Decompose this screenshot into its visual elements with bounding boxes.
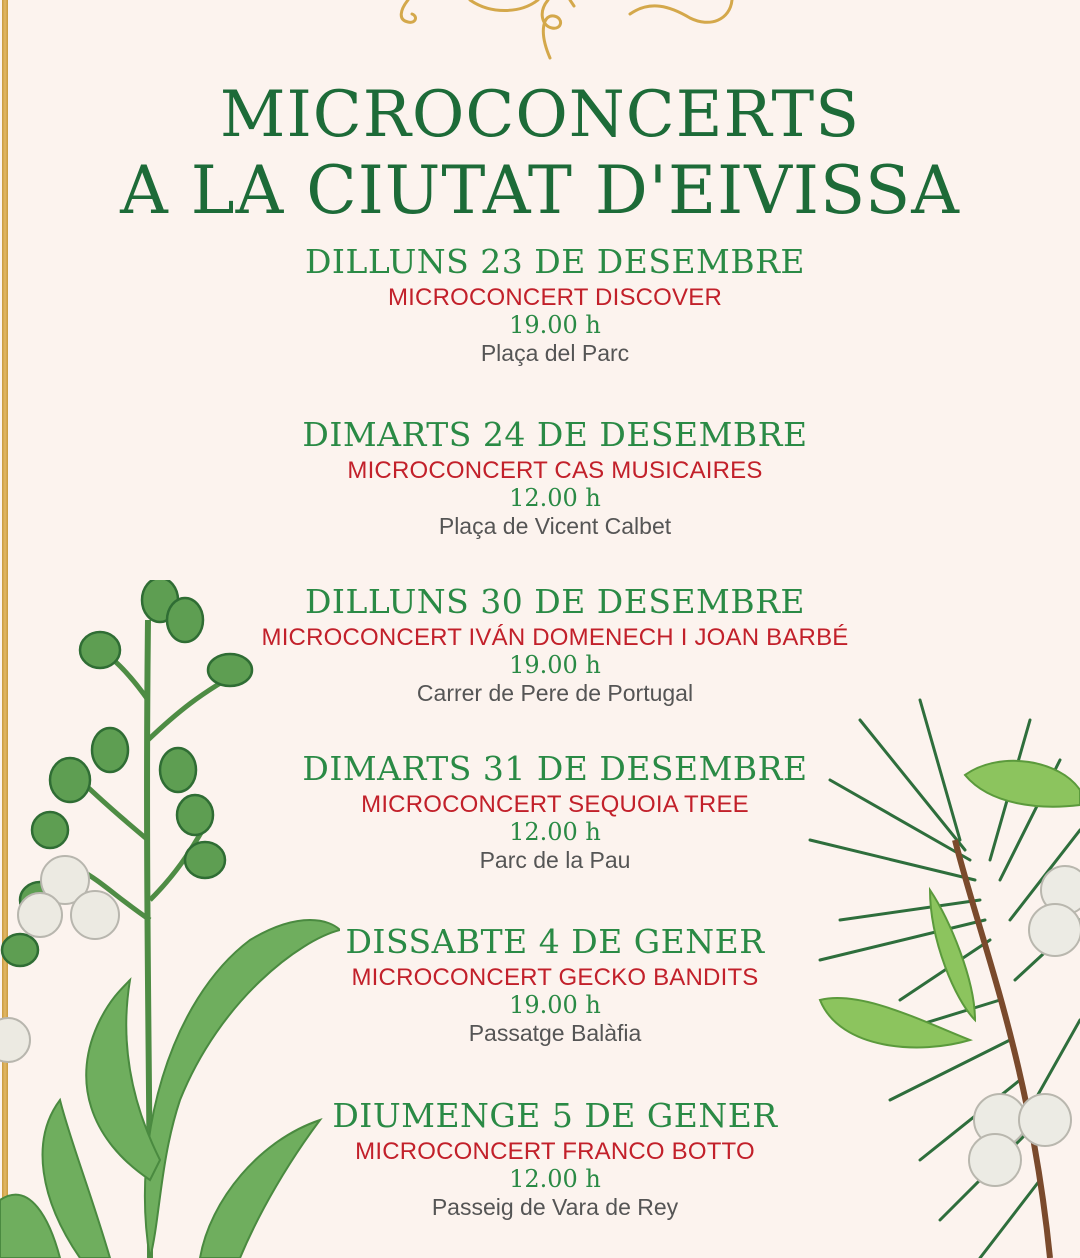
event-item <box>0 580 1080 708</box>
event-time: 12.00 h <box>509 818 601 846</box>
event-place: Passatge Balàfia <box>468 1020 642 1046</box>
event-name: MICROCONCERT FRANCO BOTTO <box>355 1138 755 1165</box>
event-time: 19.00 h <box>509 991 601 1019</box>
gold-flourish-icon <box>370 0 740 62</box>
event-item <box>0 920 1080 1048</box>
event-time: 12.00 h <box>509 1165 601 1193</box>
event-time: 19.00 h <box>509 651 601 679</box>
event-name: MICROCONCERT DISCOVER <box>387 284 722 311</box>
event-name: MICROCONCERT CAS MUSICAIRES <box>347 457 763 484</box>
event-place: Passeig de Vara de Rey <box>431 1194 679 1220</box>
poster-title-line1: MICROCONCERTS <box>219 78 861 152</box>
event-item <box>0 413 1080 541</box>
poster-title-line2: A LA CIUTAT D'EIVISSA <box>120 152 960 229</box>
event-name: MICROCONCERT SEQUOIA TREE <box>361 791 749 818</box>
event-time: 19.00 h <box>509 311 601 339</box>
event-item <box>0 1094 1080 1222</box>
event-date: DILLUNS 23 DE DESEMBRE <box>304 242 806 281</box>
event-date: DIMARTS 24 DE DESEMBRE <box>302 415 808 454</box>
event-date: DILLUNS 30 DE DESEMBRE <box>304 582 806 621</box>
event-place: Parc de la Pau <box>479 847 631 873</box>
event-date: DISSABTE 4 DE GENER <box>345 922 765 961</box>
event-item <box>0 240 1080 368</box>
event-place: Carrer de Pere de Portugal <box>416 680 694 706</box>
event-name: MICROCONCERT GECKO BANDITS <box>351 964 759 991</box>
event-date: DIUMENGE 5 DE GENER <box>332 1096 778 1135</box>
event-name: MICROCONCERT IVÁN DOMENECH I JOAN BARBÉ <box>261 624 849 651</box>
event-date: DIMARTS 31 DE DESEMBRE <box>302 749 808 788</box>
event-place: Plaça del Parc <box>480 340 630 366</box>
event-item <box>0 747 1080 875</box>
event-place: Plaça de Vicent Calbet <box>438 513 672 539</box>
event-time: 12.00 h <box>509 484 601 512</box>
